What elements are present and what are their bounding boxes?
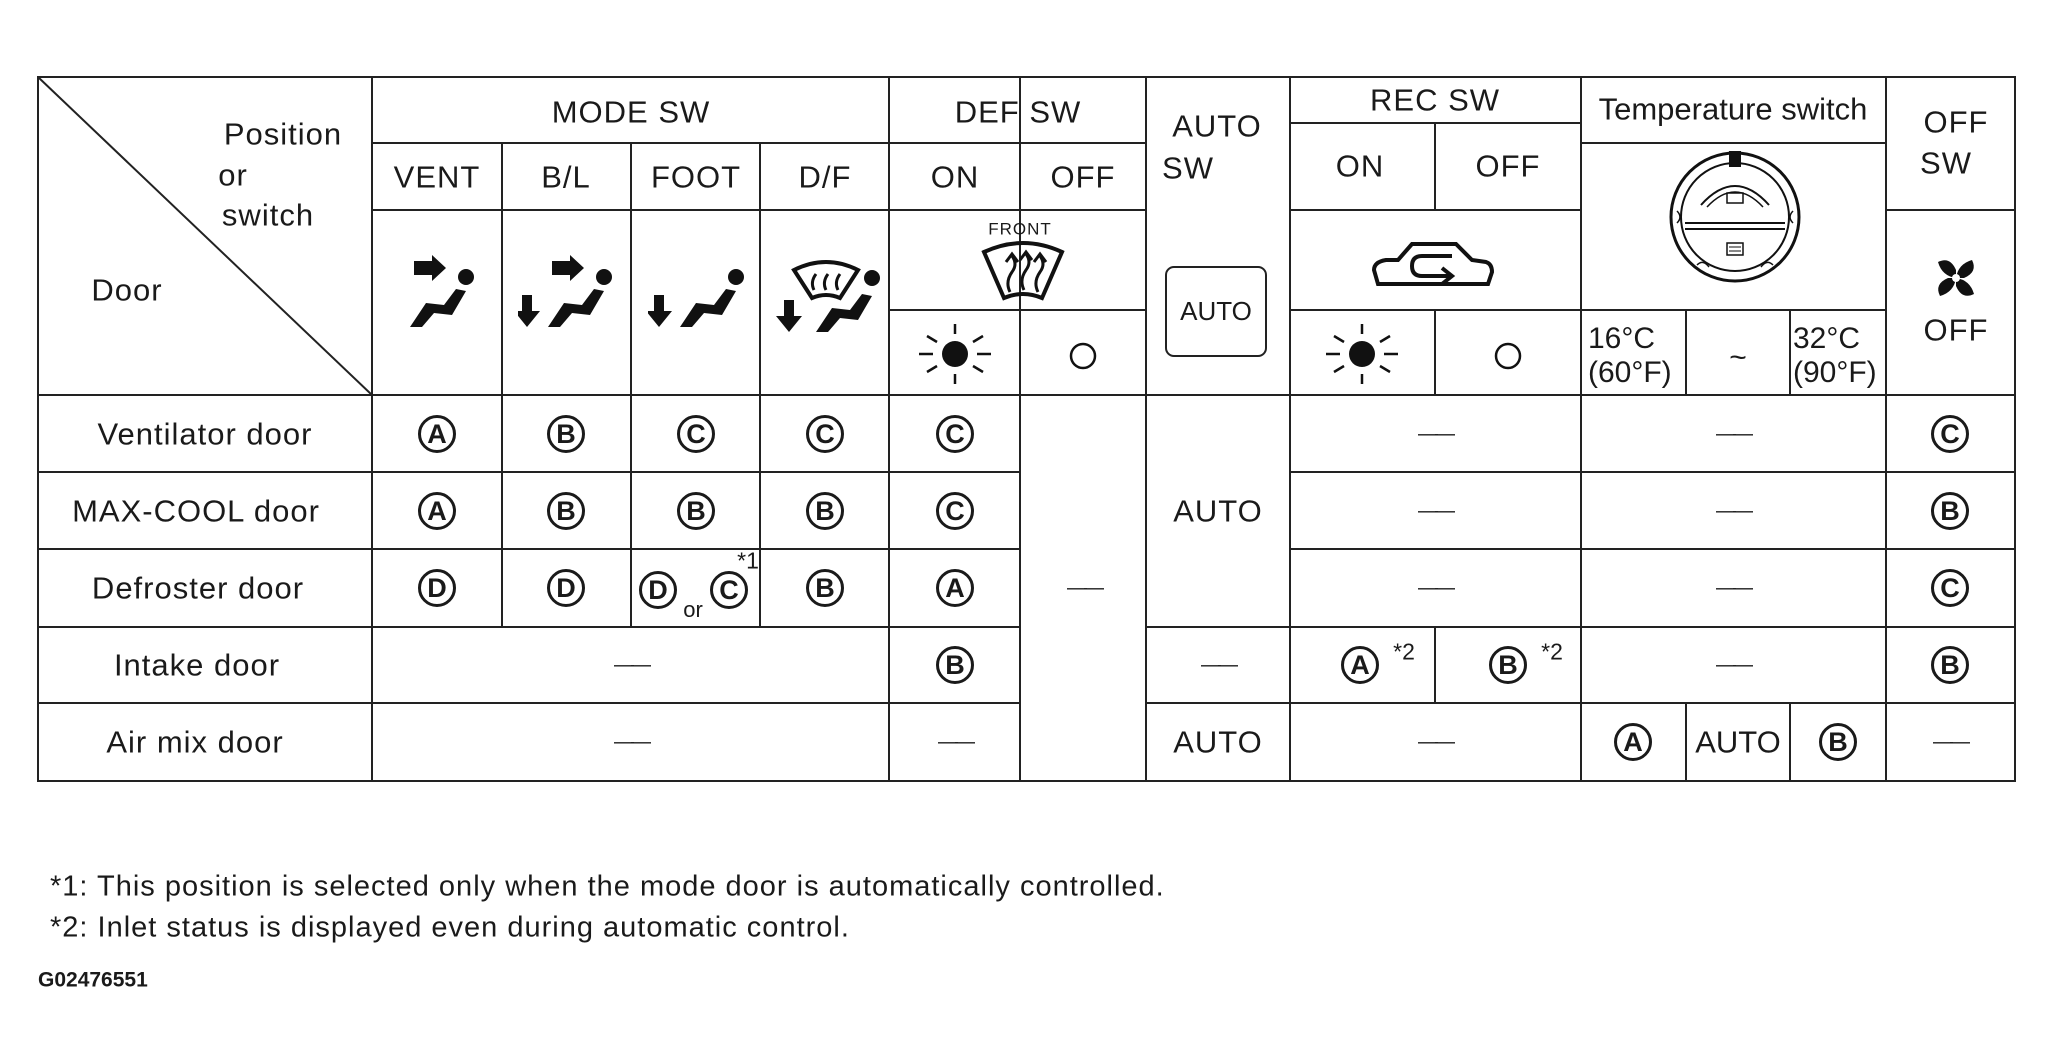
position-off-defroster: C	[1931, 569, 1969, 607]
position-foot-max-cool: B	[677, 492, 715, 530]
auto-sw-auto-air-mix: AUTO	[1173, 724, 1263, 760]
temperature-dial-icon	[1667, 147, 1803, 283]
off-sw-header-line2: SW	[1920, 145, 1972, 181]
rec-dash-ventilator: ——	[1418, 423, 1452, 445]
mode-dash-intake: ——	[614, 654, 648, 676]
auto-sw-auto-top: AUTO	[1173, 493, 1263, 529]
foot-mode-icon	[648, 255, 748, 335]
position-vent-ventilator: A	[418, 415, 456, 453]
def-off-dash: ——	[1067, 577, 1101, 599]
rec-col-off: OFF	[1475, 148, 1541, 184]
temperature-switch-header: Temperature switch	[1598, 91, 1868, 127]
rec-dash-max-cool: ——	[1418, 500, 1452, 522]
temp-high-celsius: 32°C	[1793, 322, 1861, 355]
position-df-max-cool: B	[806, 492, 844, 530]
position-bl-defroster: D	[547, 569, 585, 607]
position-off-max-cool: B	[1931, 492, 1969, 530]
position-bl-ventilator: B	[547, 415, 585, 453]
footnote-1: *1: This position is selected only when the mode door is automatically controlled.	[50, 870, 1165, 903]
row-label-defroster: Defroster door	[91, 570, 305, 606]
temp-dash-intake: ——	[1716, 654, 1750, 676]
rec-col-on: ON	[1335, 148, 1385, 184]
position-off-ventilator: C	[1931, 415, 1969, 453]
auto-dash-intake: ——	[1201, 654, 1235, 676]
auto-sw-header-line2: SW	[1162, 150, 1214, 186]
mode-col-vent: VENT	[393, 159, 481, 195]
temp-low-fahrenheit: (60°F)	[1588, 356, 1672, 389]
indicator-lamp-off-icon	[1068, 341, 1098, 371]
def-col-off: OFF	[1050, 159, 1116, 195]
position-def-on-defroster: A	[936, 569, 974, 607]
indicator-lamp-off-icon	[1493, 341, 1523, 371]
position-def-on-ventilator: C	[936, 415, 974, 453]
footnote-marker-1: *1	[737, 547, 759, 574]
footnote-marker-2-off: *2	[1541, 638, 1563, 665]
auto-button-icon: AUTO	[1165, 266, 1267, 357]
temp-dash-max-cool: ——	[1716, 500, 1750, 522]
mode-col-df: D/F	[798, 159, 852, 195]
auto-sw-header-line1: AUTO	[1172, 108, 1262, 144]
off-sw-header-line1: OFF	[1923, 104, 1989, 140]
vent-mode-icon	[400, 255, 480, 335]
position-def-on-intake: B	[936, 646, 974, 684]
row-label-max-cool: MAX-COOL door	[72, 493, 320, 529]
rec-dash-air-mix: ——	[1418, 731, 1452, 753]
position-foot-defroster-b: C	[710, 571, 748, 609]
front-defroster-icon	[978, 240, 1068, 310]
corner-door-label: Door	[91, 272, 163, 308]
def-on-dash-air-mix: ——	[938, 731, 972, 753]
indicator-lamp-on-icon	[1322, 322, 1402, 386]
defrost-foot-mode-icon	[776, 250, 886, 340]
temp-dash-defroster: ——	[1716, 577, 1750, 599]
position-bl-max-cool: B	[547, 492, 585, 530]
rec-sw-header: REC SW	[1370, 82, 1500, 118]
corner-or-label: or	[218, 157, 248, 193]
position-rec-off-intake: B	[1489, 646, 1527, 684]
mode-col-bl: B/L	[541, 159, 591, 195]
fan-icon	[1930, 252, 1982, 304]
mode-col-foot: FOOT	[650, 159, 742, 195]
corner-switch-label: switch	[221, 197, 315, 233]
off-fan-label: OFF	[1923, 312, 1989, 348]
footnote-marker-2-on: *2	[1393, 638, 1415, 665]
def-col-on: ON	[930, 159, 980, 195]
position-foot-ventilator: C	[677, 415, 715, 453]
off-dash-air-mix: ——	[1933, 731, 1967, 753]
row-label-air-mix: Air mix door	[106, 724, 284, 760]
figure-id: G02476551	[38, 968, 148, 992]
position-df-ventilator: C	[806, 415, 844, 453]
position-temp-low-air-mix: A	[1614, 723, 1652, 761]
row-label-intake: Intake door	[113, 647, 281, 683]
position-rec-on-intake: A	[1341, 646, 1379, 684]
position-vent-defroster: D	[418, 569, 456, 607]
recirculation-icon	[1368, 236, 1498, 296]
mode-dash-air-mix: ——	[614, 731, 648, 753]
foot-defroster-or: or	[683, 597, 703, 622]
position-df-defroster: B	[806, 569, 844, 607]
temp-dash-ventilator: ——	[1716, 423, 1750, 445]
row-label-ventilator: Ventilator door	[97, 416, 313, 452]
temp-range-tilde: ~	[1729, 341, 1747, 374]
corner-position-label: Position	[223, 116, 343, 152]
position-temp-high-air-mix: B	[1819, 723, 1857, 761]
def-sw-header: DEF SW	[954, 94, 1082, 130]
footnote-2: *2: Inlet status is displayed even during automatic control.	[50, 911, 850, 944]
position-def-on-max-cool: C	[936, 492, 974, 530]
rec-dash-defroster: ——	[1418, 577, 1452, 599]
temp-mid-auto-air-mix: AUTO	[1695, 724, 1781, 760]
mode-sw-header: MODE SW	[551, 94, 711, 130]
indicator-lamp-on-icon	[915, 322, 995, 386]
bi-level-mode-icon	[518, 255, 618, 335]
temp-high-fahrenheit: (90°F)	[1793, 356, 1877, 389]
position-off-intake: B	[1931, 646, 1969, 684]
position-vent-max-cool: A	[418, 492, 456, 530]
temp-low-celsius: 16°C	[1588, 322, 1656, 355]
position-foot-defroster-a: D	[639, 571, 677, 609]
def-front-label: FRONT	[988, 219, 1052, 239]
